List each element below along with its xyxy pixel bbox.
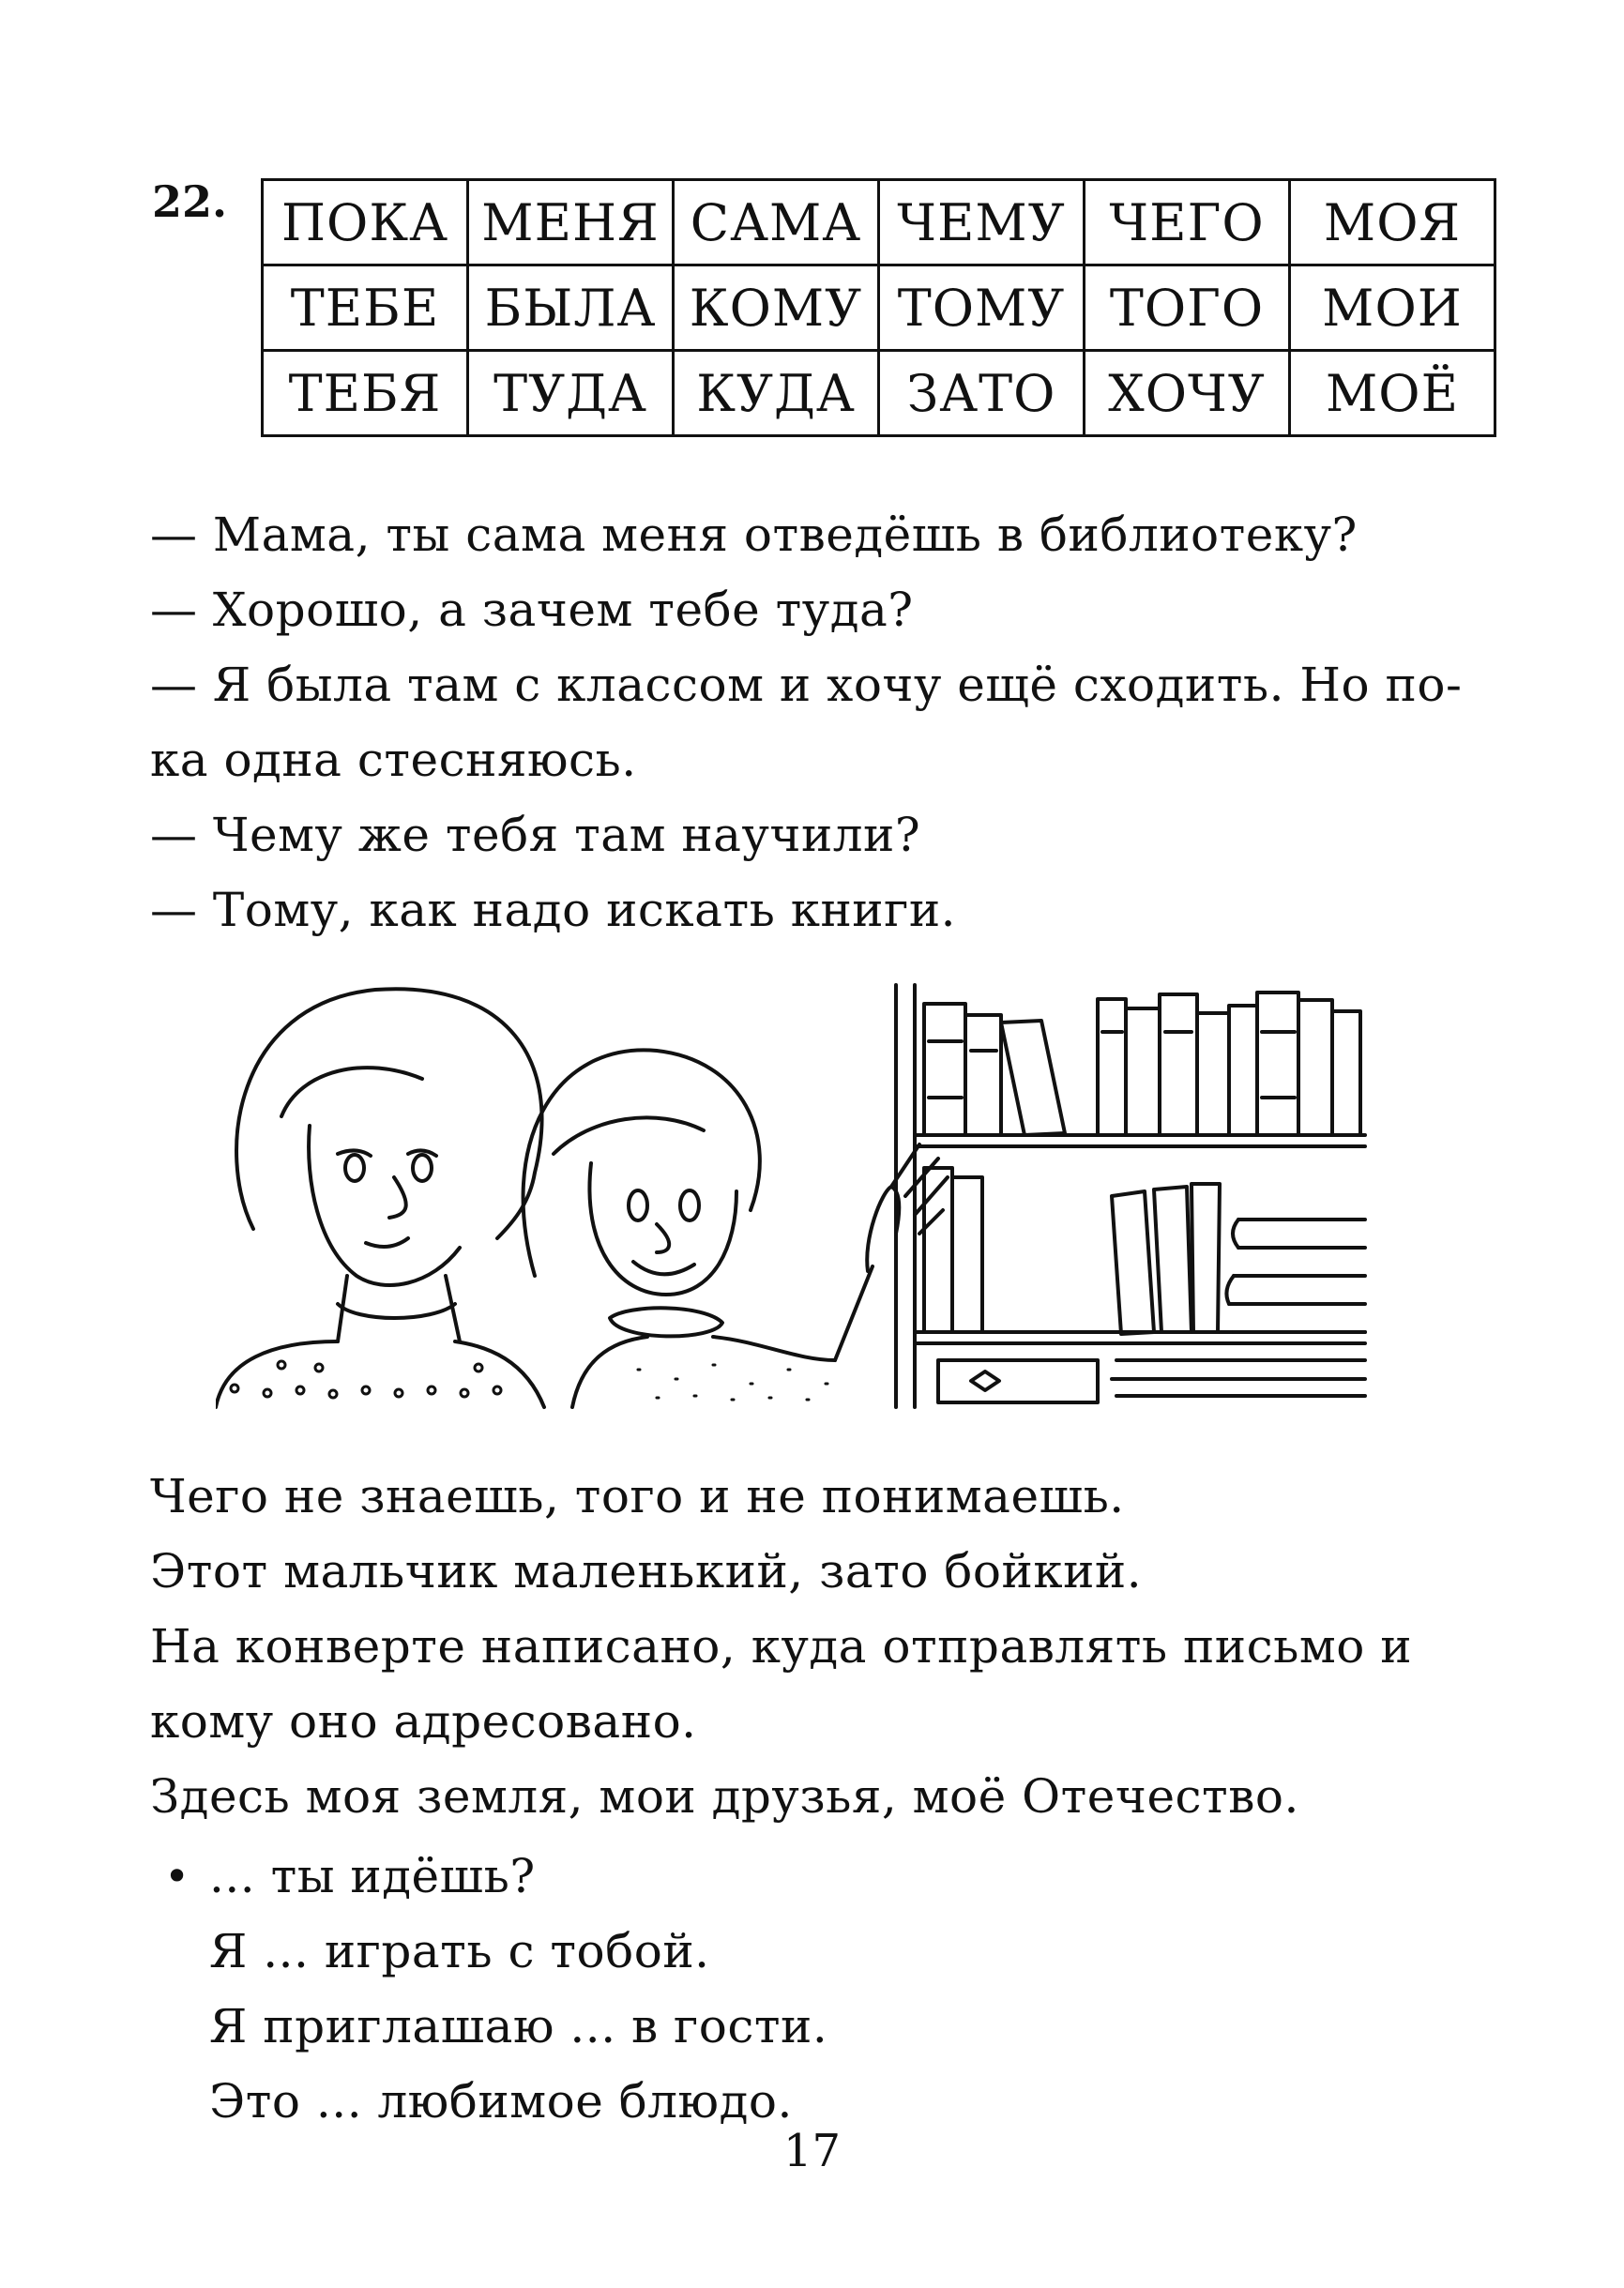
word-table <box>261 178 1496 437</box>
word-table-row <box>263 265 1495 351</box>
task-line: Я ... играть с тобой. <box>209 1924 710 1978</box>
sentence: Этот мальчик маленький, зато бойкий. <box>150 1544 1143 1599</box>
word-cell: МОЯ <box>1290 180 1495 265</box>
task-line: ... ты идёшь? <box>209 1849 536 1903</box>
dialog-line: — Я была там с классом и хочу ещё сходить. Но по- <box>150 658 1463 712</box>
sentence: На конверте написано, куда отправлять письмо и <box>150 1619 1413 1674</box>
girl-figure-icon <box>524 1050 948 1407</box>
word-cell: ТУДА <box>468 351 674 436</box>
word-cell: ТЕБЯ <box>263 351 468 436</box>
word-cell: САМА <box>674 180 879 265</box>
sentence: кому оно адресовано. <box>150 1694 697 1749</box>
dialog-line: — Хорошо, а зачем тебе туда? <box>150 583 914 637</box>
word-cell: КОМУ <box>674 265 879 351</box>
word-cell: МОЁ <box>1290 351 1495 436</box>
word-cell: ЧЕГО <box>1085 180 1290 265</box>
bullet-icon: • <box>164 1851 190 1902</box>
word-cell: ЗАТО <box>879 351 1085 436</box>
sentence: Здесь моя земля, мои друзья, моё Отечество. <box>150 1769 1299 1824</box>
word-cell: ТОМУ <box>879 265 1085 351</box>
word-table-row <box>263 180 1495 265</box>
word-table-row <box>263 351 1495 436</box>
dialog-line: ка одна стесняюсь. <box>150 733 637 787</box>
word-cell: МОИ <box>1290 265 1495 351</box>
word-cell: ТОГО <box>1085 265 1290 351</box>
exercise-number: 22. <box>152 176 228 227</box>
task-line: Я приглашаю ... в гости. <box>209 1999 828 2053</box>
word-cell: ПОКА <box>263 180 468 265</box>
mother-figure-icon <box>216 989 544 1407</box>
example-sentences <box>150 1459 1539 1834</box>
dialog-text <box>150 497 1539 947</box>
word-cell: БЫЛА <box>468 265 674 351</box>
word-cell: МЕНЯ <box>468 180 674 265</box>
word-cell: КУДА <box>674 351 879 436</box>
word-cell: ЧЕМУ <box>879 180 1085 265</box>
word-cell: ТЕБЕ <box>263 265 468 351</box>
bookshelf-icon <box>896 985 1365 1407</box>
word-cell: ХОЧУ <box>1085 351 1290 436</box>
library-illustration <box>216 966 1398 1426</box>
sentence: Чего не знаешь, того и не понимаешь. <box>150 1469 1125 1523</box>
page-number: 17 <box>782 2125 842 2177</box>
dialog-line: — Чему же тебя там научили? <box>150 808 921 862</box>
dialog-line: — Тому, как надо искать книги. <box>150 883 957 937</box>
dialog-line: — Мама, ты сама меня отведёшь в библиотеку? <box>150 508 1358 562</box>
task-line: Это ... любимое блюдо. <box>209 2074 793 2129</box>
